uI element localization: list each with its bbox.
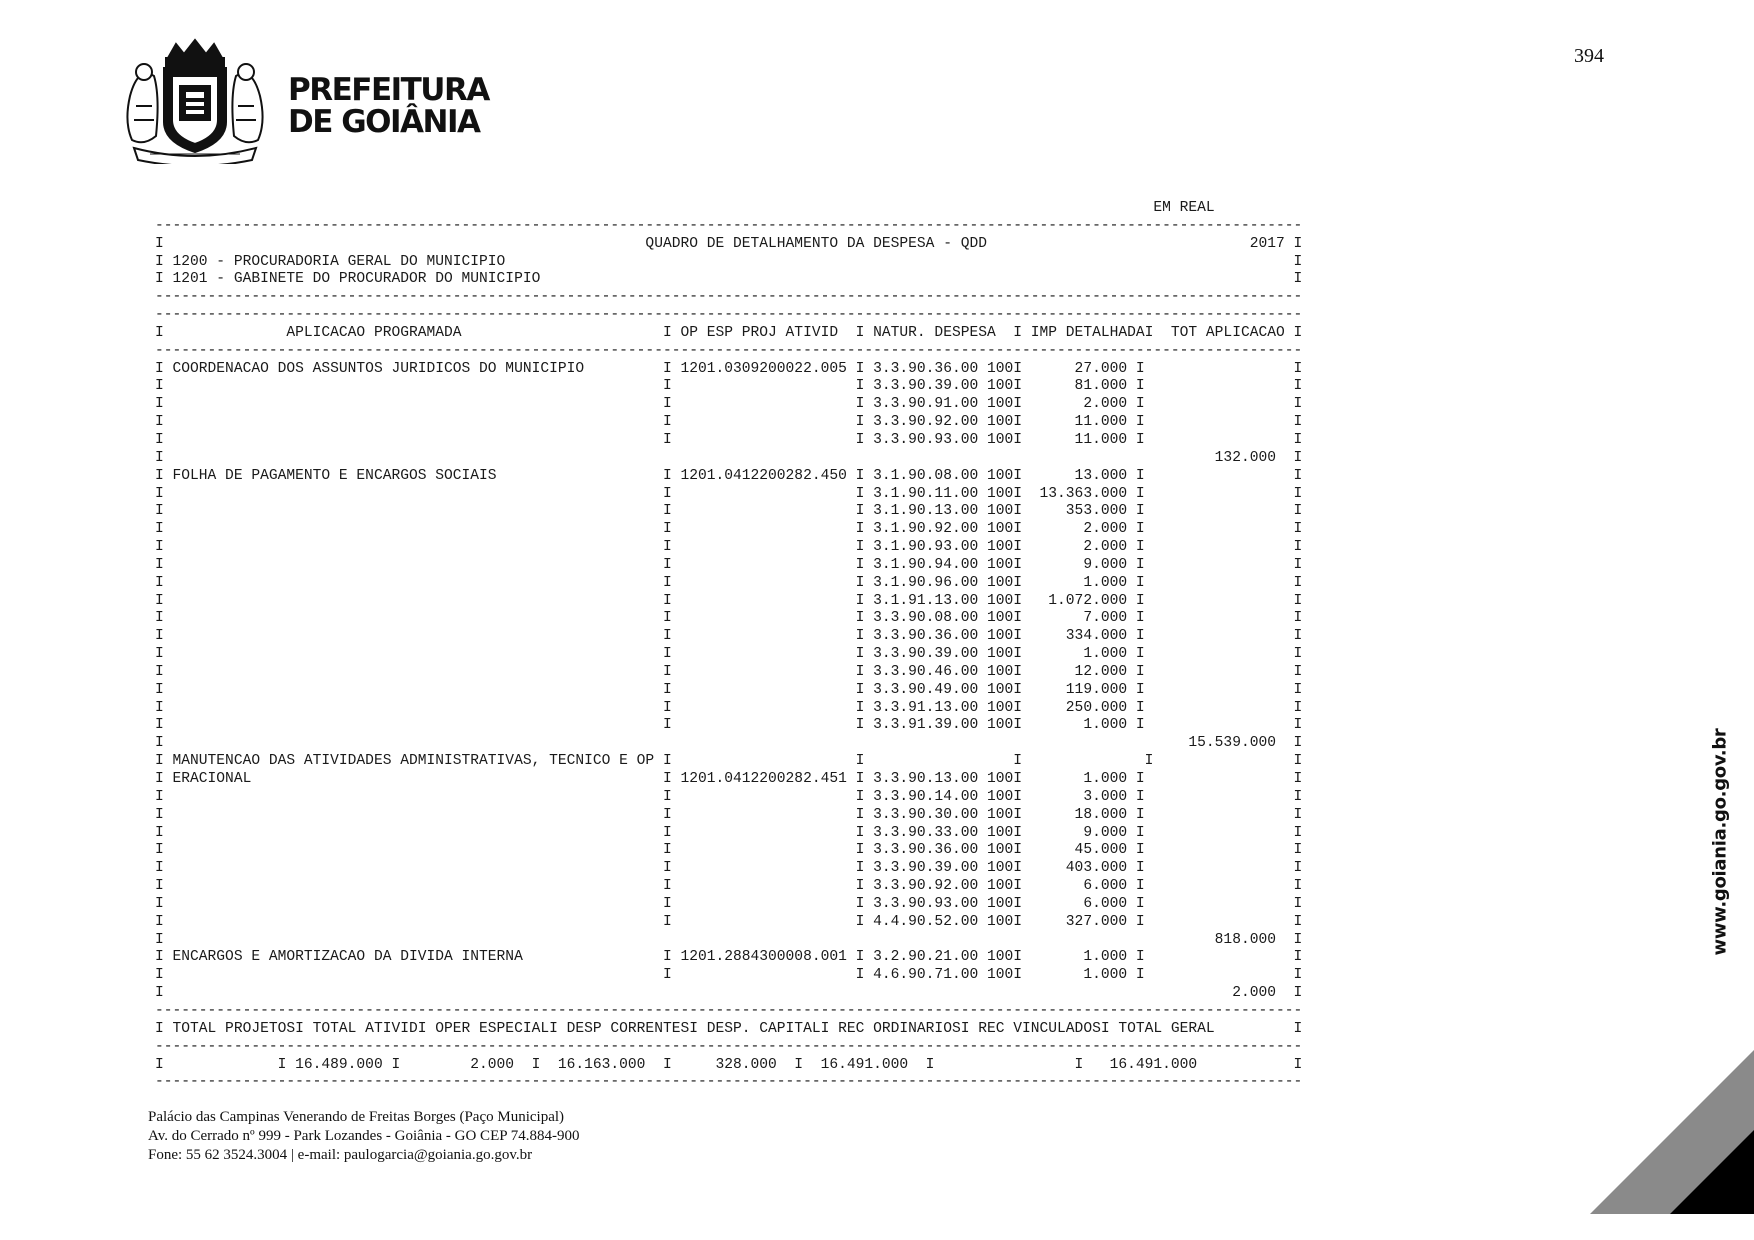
expense-line: I I I 3.3.90.92.00 100I 6.000 I I [155, 878, 1303, 895]
expense-line: I I I 3.3.90.49.00 100I 119.000 I I [155, 681, 1303, 698]
program-line: I MANUTENCAO DAS ATIVIDADES ADMINISTRATIVAS, TECNICO E OP I I I I I [155, 753, 1303, 770]
expense-line: I I I 3.3.90.92.00 100I 11.000 I I [155, 414, 1303, 431]
side-website-text: www.goiania.go.gov.br [1709, 728, 1731, 956]
rule: ----------------------------------------------------------------------------------------------------------------------------------- [155, 217, 1303, 234]
program-line: I FOLHA DE PAGAMENTO E ENCARGOS SOCIAIS I 1201.0412200282.450 I 3.1.90.08.00 100I 13.000 I I [155, 467, 1303, 484]
rule: ----------------------------------------------------------------------------------------------------------------------------------- [155, 1002, 1303, 1019]
expense-line: I I I 3.3.90.39.00 100I 81.000 I I [155, 378, 1303, 395]
footer-line-1: Palácio das Campinas Venerando de Freitas Borges (Paço Municipal) [148, 1109, 565, 1125]
expense-line: I I I 3.3.90.08.00 100I 7.000 I I [155, 610, 1303, 627]
expense-line: I I I 3.3.90.46.00 100I 12.000 I I [155, 663, 1303, 680]
expense-line: I I I 3.3.90.39.00 100I 1.000 I I [155, 646, 1303, 663]
footer-address [148, 1108, 580, 1165]
expense-line: I I I 4.6.90.71.00 100I 1.000 I I [155, 967, 1303, 984]
expense-line: I I I 3.3.91.13.00 100I 250.000 I I [155, 699, 1303, 716]
expense-line: I I I 3.3.90.33.00 100I 9.000 I I [155, 824, 1303, 841]
summary-header-line: I TOTAL PROJETOSI TOTAL ATIVIDI OPER ESPECIALI DESP CORRENTESI DESP. CAPITALI REC ORDINARIOSI REC VINCULADOSI TOTAL GERAL I [155, 1020, 1303, 1037]
expense-line: I I I 3.3.90.36.00 100I 45.000 I I [155, 842, 1303, 859]
expense-line: I I I 3.3.90.93.00 100I 6.000 I I [155, 895, 1303, 912]
rule: ----------------------------------------------------------------------------------------------------------------------------------- [155, 307, 1303, 324]
program-total-line: I 132.000 I [155, 449, 1303, 466]
expense-line: I I I 4.4.90.52.00 100I 327.000 I I [155, 913, 1303, 930]
org-name-line-1: PREFEITURA [288, 72, 489, 108]
column-header-line: I APLICACAO PROGRAMADA I OP ESP PROJ ATIVID I NATUR. DESPESA I IMP DETALHADAI TOT APLICACAO I [155, 324, 1303, 341]
expense-line: I I I 3.3.91.39.00 100I 1.000 I I [155, 717, 1303, 734]
expense-line: I I I 3.3.90.93.00 100I 11.000 I I [155, 431, 1303, 448]
expense-line: I I I 3.3.90.30.00 100I 18.000 I I [155, 806, 1303, 823]
summary-values-line: I I 16.489.000 I 2.000 I 16.163.000 I 328.000 I 16.491.000 I I 16.491.000 I [155, 1056, 1303, 1073]
program-total-line: I 818.000 I [155, 931, 1303, 948]
currency-note: EM REAL [155, 200, 1215, 216]
expense-line: I I I 3.1.90.94.00 100I 9.000 I I [155, 556, 1303, 573]
program-line: I COORDENACAO DOS ASSUNTOS JURIDICOS DO MUNICIPIO I 1201.0309200022.005 I 3.3.90.36.00 100I 27.000 I I [155, 360, 1303, 377]
program-line: I ENCARGOS E AMORTIZACAO DA DIVIDA INTERNA I 1201.2884300008.001 I 3.2.90.21.00 100I 1.000 I I [155, 949, 1303, 966]
expense-line: I I I 3.1.90.13.00 100I 353.000 I I [155, 503, 1303, 520]
expense-line: I I I 3.1.90.92.00 100I 2.000 I I [155, 521, 1303, 538]
qdd-report [155, 200, 1302, 1092]
footer-line-3: Fone: 55 62 3524.3004 | e-mail: paulogarcia@goiania.go.gov.br [148, 1147, 533, 1163]
coat-of-arms-logo [120, 36, 270, 164]
expense-line: I I I 3.3.90.36.00 100I 334.000 I I [155, 628, 1303, 645]
org-unit-line: I 1200 - PROCURADORIA GERAL DO MUNICIPIO I [155, 253, 1303, 270]
corner-decoration [1590, 1050, 1754, 1214]
expense-line: I I I 3.3.90.14.00 100I 3.000 I I [155, 788, 1303, 805]
org-name-line-2: DE GOIÂNIA [288, 104, 480, 140]
page-number: 394 [1574, 45, 1604, 67]
expense-line: I I I 3.3.90.91.00 100I 2.000 I I [155, 396, 1303, 413]
organization-name [288, 74, 489, 138]
rule: ----------------------------------------------------------------------------------------------------------------------------------- [155, 342, 1303, 359]
rule: ----------------------------------------------------------------------------------------------------------------------------------- [155, 289, 1303, 306]
rule: ----------------------------------------------------------------------------------------------------------------------------------- [155, 1074, 1303, 1091]
org-unit-line: I 1201 - GABINETE DO PROCURADOR DO MUNICIPIO I [155, 271, 1303, 288]
program-line: I ERACIONAL I 1201.0412200282.451 I 3.3.90.13.00 100I 1.000 I I [155, 771, 1303, 787]
program-total-line: I 15.539.000 I [155, 735, 1303, 752]
expense-line: I I I 3.1.91.13.00 100I 1.072.000 I I [155, 592, 1303, 609]
expense-line: I I I 3.1.90.11.00 100I 13.363.000 I I [155, 485, 1303, 502]
expense-line: I I I 3.1.90.96.00 100I 1.000 I I [155, 574, 1303, 591]
report-title-line: I QUADRO DE DETALHAMENTO DA DESPESA - QDD 2017 I [155, 235, 1303, 252]
expense-line: I I I 3.3.90.39.00 100I 403.000 I I [155, 860, 1303, 877]
program-total-line: I 2.000 I [155, 985, 1303, 1002]
expense-line: I I I 3.1.90.93.00 100I 2.000 I I [155, 539, 1303, 556]
footer-line-2: Av. do Cerrado nº 999 - Park Lozandes - Goiânia - GO CEP 74.884-900 [148, 1128, 580, 1144]
rule: ----------------------------------------------------------------------------------------------------------------------------------- [155, 1038, 1303, 1055]
